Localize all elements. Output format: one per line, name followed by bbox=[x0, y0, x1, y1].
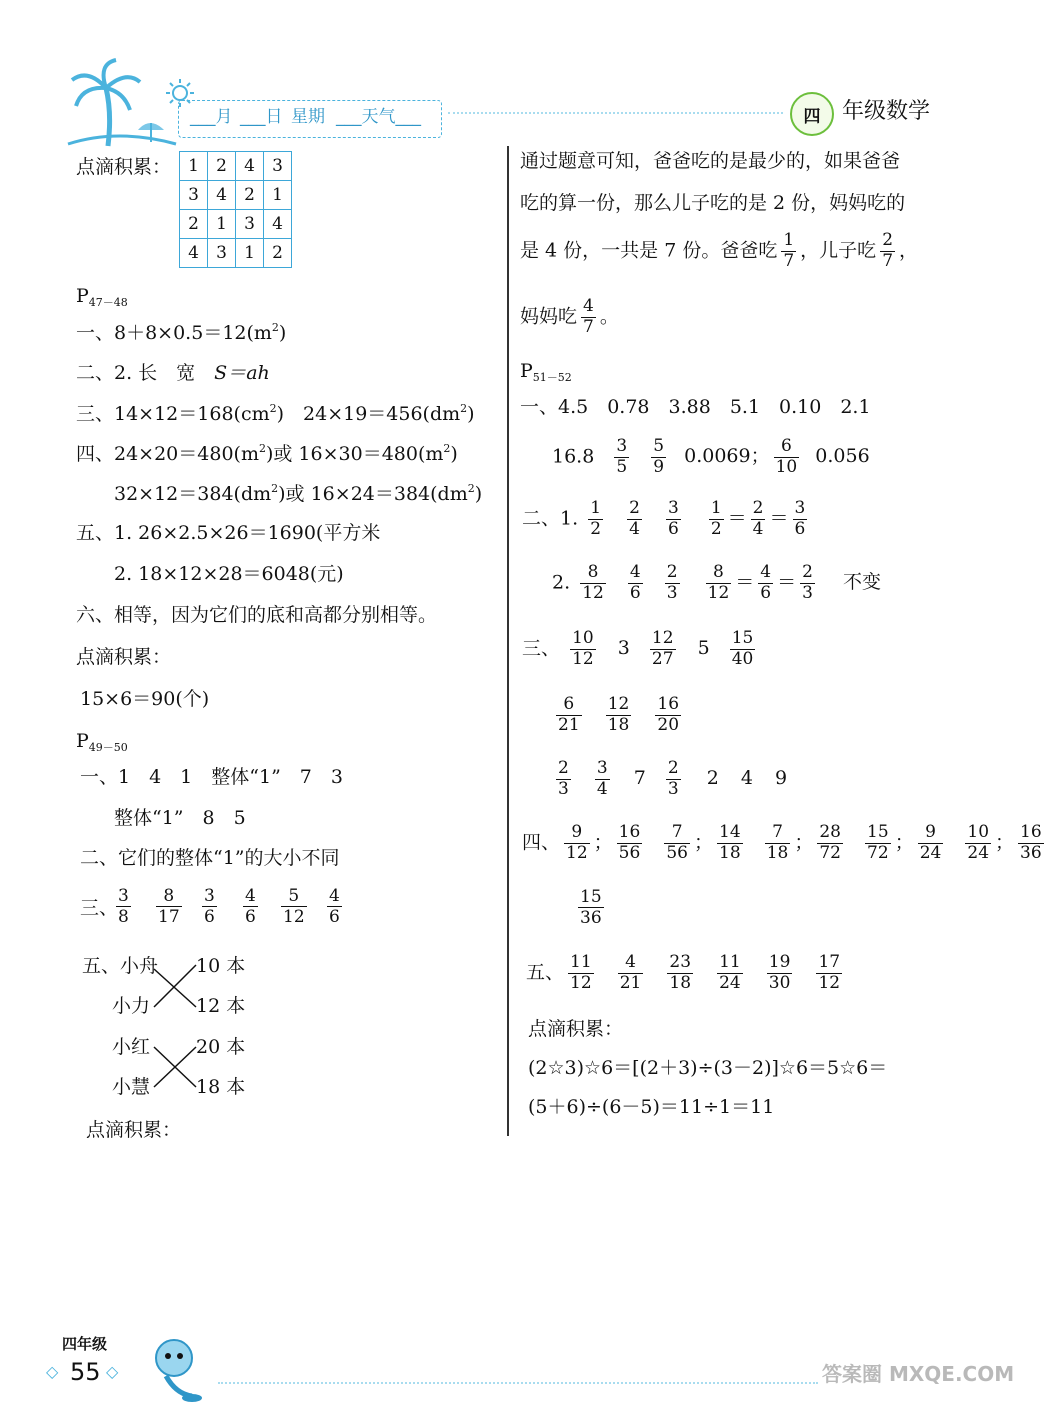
right-line-16: (5＋6)÷(6－5)＝11÷1＝11 bbox=[528, 1096, 775, 1118]
fraction: 5 12 bbox=[283, 886, 305, 928]
match-name-1: 五、小舟 bbox=[82, 955, 159, 977]
footer-dotted-line bbox=[218, 1382, 818, 1384]
fraction: $\frac{16}{20}$ bbox=[657, 694, 680, 735]
answer-line-1: 一、$8+8\times 0.5=12(m^2)$ bbox=[76, 321, 287, 344]
fraction: 3 6 bbox=[204, 886, 215, 928]
fraction: $\frac{12}{18}$ bbox=[607, 694, 630, 735]
match-value-3: 20 本 bbox=[196, 1036, 246, 1058]
fraction: $\frac{7}{18}$ bbox=[766, 822, 789, 863]
fraction: $\frac{14}{18}$ bbox=[719, 822, 741, 863]
match-lines bbox=[150, 955, 200, 1085]
diamond-icon: ◇ bbox=[46, 1362, 59, 1381]
date-month-label: ___月 bbox=[190, 107, 233, 127]
page-ref-49-50: $P_{49-50}$ bbox=[76, 730, 128, 754]
page-number: 55 bbox=[70, 1358, 101, 1386]
answer-line-9: 15×6＝90(个) bbox=[80, 688, 210, 710]
answer-line-2: 二、2. 长 宽 S＝ah bbox=[76, 362, 270, 384]
grade-badge-text: 四 bbox=[803, 106, 821, 127]
fraction: $\frac{7}{56}$ bbox=[666, 822, 688, 863]
answer-line-4: 四、$24\times 20=480(m^2)$或 $16\times 30=480(m^2)$ bbox=[76, 442, 458, 465]
answer-line-12: 二、它们的整体“1”的大小不同 bbox=[80, 847, 340, 869]
fraction: $\frac{5}{9}$ bbox=[653, 436, 665, 477]
match-value-1: 10 本 bbox=[196, 955, 246, 977]
date-weather-label: ___天气___ bbox=[336, 107, 421, 127]
cartoon-character-icon bbox=[148, 1336, 208, 1404]
fraction: $\frac{2}{3}$ bbox=[558, 758, 569, 799]
fraction: $\frac{3}{6}$ bbox=[667, 498, 679, 539]
fraction: $\frac{6}{21}$ bbox=[558, 694, 580, 735]
accumulation-label-3: 点滴积累： bbox=[86, 1119, 182, 1141]
answer-line-13-prefix: 三、 bbox=[80, 897, 119, 919]
answer-line-5: $32\times 12=384(dm^2)$或 $16\times 24=384(dm^2)$ bbox=[114, 482, 483, 505]
right-line-4: 妈妈吃 $\frac{4}{7}$ 。 bbox=[520, 296, 619, 337]
answer-line-8: 六、相等，因为它们的底和高都分别相等。 bbox=[76, 604, 438, 626]
right-line-6: 16.8 $\frac{3}{5}$ $\frac{5}{9}$ 0.0069； $\frac{6}{10}$ 0.056 bbox=[552, 436, 870, 477]
accumulation-label-1: 点滴积累： bbox=[76, 156, 172, 178]
fraction: $\frac{11}{24}$ bbox=[719, 952, 741, 993]
fraction: $\frac{10}{12}$ bbox=[572, 628, 594, 669]
fraction: 3 8 bbox=[118, 886, 129, 928]
fraction: $\frac{2}{3}$ bbox=[667, 758, 679, 799]
right-line-2: 吃的算一份，那么儿子吃的是 2 份，妈妈吃的 bbox=[520, 192, 906, 214]
fraction: $\frac{9}{12}$ bbox=[566, 822, 588, 863]
match-value-4: 18 本 bbox=[196, 1076, 246, 1098]
right-line-8: 2. $\frac{8}{12}$ $\frac{4}{6}$ $\frac{2}{3}$ $\frac{8}{12}$ ＝ $\frac{4}{6}$ ＝ $\frac{2}{3}$ 不变 bbox=[552, 562, 882, 603]
number-grid: 1 2 4 3 3 4 2 1 2 1 3 4 4 3 1 2 bbox=[179, 151, 292, 268]
fraction: $\frac{2}{7}$ bbox=[882, 230, 894, 271]
date-weekday-label: 星期 bbox=[291, 107, 325, 127]
grade-badge bbox=[790, 92, 834, 136]
fraction: $\frac{3}{5}$ bbox=[616, 436, 628, 477]
right-line-7: 二、1. $\frac{1}{2}$ $\frac{2}{4}$ $\frac{3}{6}$ $\frac{1}{2}$ ＝ $\frac{2}{4}$ ＝ $\frac{3}{6}$ bbox=[522, 498, 806, 539]
subject-title: 年级数学 bbox=[842, 99, 931, 124]
fraction: $\frac{1}{7}$ bbox=[783, 230, 795, 271]
fraction: $\frac{2}{3}$ bbox=[802, 562, 813, 603]
fraction: $\frac{11}{12}$ bbox=[570, 952, 592, 993]
right-line-1: 通过题意可知，爸爸吃的是最少的，如果爸爸 bbox=[520, 150, 901, 172]
fraction: $\frac{16}{56}$ bbox=[618, 822, 641, 863]
fraction: 8 17 bbox=[158, 886, 180, 928]
fraction: $\frac{8}{12}$ bbox=[582, 562, 604, 603]
fraction: $\frac{15}{72}$ bbox=[867, 822, 889, 863]
match-value-2: 12 本 bbox=[196, 995, 246, 1017]
right-line-12: 四、 $\frac{9}{12}$ ； $\frac{16}{56}$ $\frac{7}{56}$ ； $\frac{14}{18}$ $\frac{7}{18}$ ； $\frac{28}{72}$ $\frac{15}{72}$ ； $\frac{9}{24}$ $\frac{10}{24}$ ； $\frac{16}{36}$ bbox=[522, 822, 1042, 863]
column-divider bbox=[507, 146, 509, 1136]
fraction: $\frac{10}{24}$ bbox=[967, 822, 990, 863]
fraction: $\frac{6}{10}$ bbox=[775, 436, 798, 477]
diamond-icon: ◇ bbox=[106, 1362, 119, 1381]
accumulation-label-2: 点滴积累： bbox=[76, 646, 172, 668]
footer-grade-label: 四年级 bbox=[62, 1335, 108, 1353]
answer-line-11: 整体“1” 8 5 bbox=[114, 807, 246, 829]
right-line-14: 五、 $\frac{11}{12}$ $\frac{4}{21}$ $\frac{23}{18}$ $\frac{11}{24}$ $\frac{19}{30}$ $\frac{17}{12}$ bbox=[526, 952, 841, 993]
match-name-3: 小红 bbox=[112, 1036, 151, 1058]
fraction: $\frac{4}{21}$ bbox=[619, 952, 642, 993]
watermark: 答案圈 MXQE.COM bbox=[822, 1362, 1015, 1386]
right-line-11: $\frac{2}{3}$ $\frac{3}{4}$ 7 $\frac{2}{3}$ 2 4 9 bbox=[558, 758, 788, 799]
fraction: 4 6 bbox=[329, 886, 340, 928]
right-accumulation-label: 点滴积累： bbox=[528, 1018, 624, 1040]
fraction: $\frac{4}{6}$ bbox=[760, 562, 772, 603]
fraction: $\frac{19}{30}$ bbox=[768, 952, 791, 993]
fraction: $\frac{9}{24}$ bbox=[919, 822, 942, 863]
answer-line-3: 三、$14\times 12=168(cm^2)$ $24\times 19=456(dm^2)$ bbox=[76, 402, 475, 425]
fraction: 15 36 bbox=[580, 887, 602, 929]
fraction: $\frac{23}{18}$ bbox=[669, 952, 692, 993]
fraction: $\frac{16}{36}$ bbox=[1020, 822, 1042, 863]
fraction: $\frac{8}{12}$ bbox=[707, 562, 730, 603]
answer-line-10: 一、1 4 1 整体“1” 7 3 bbox=[80, 766, 343, 788]
right-line-3: 是 4 份，一共是 7 份。爸爸吃 $\frac{1}{7}$ ，儿子吃 $\frac{2}{7}$ ， bbox=[520, 230, 919, 271]
fraction: $\frac{4}{7}$ bbox=[583, 296, 594, 337]
right-line-15: (2☆3)☆6＝[(2＋3)÷(3－2)]☆6＝5☆6＝ bbox=[528, 1057, 888, 1079]
fraction: $\frac{1}{2}$ bbox=[710, 498, 722, 539]
fraction: $\frac{2}{4}$ bbox=[629, 498, 640, 539]
match-name-2: 小力 bbox=[112, 995, 151, 1017]
answer-line-7: 2. 18×12×28＝6048(元) bbox=[114, 563, 344, 585]
fraction: 4 6 bbox=[245, 886, 256, 928]
right-line-10 bbox=[552, 696, 685, 735]
right-line-5: 一、4.5 0.78 3.88 5.1 0.10 2.1 bbox=[520, 396, 871, 418]
fraction: $\frac{4}{6}$ bbox=[629, 562, 641, 603]
fraction: $\frac{2}{3}$ bbox=[666, 562, 678, 603]
fraction: $\frac{3}{4}$ bbox=[596, 758, 608, 799]
right-line-9: 三、 $\frac{10}{12}$ 3 $\frac{12}{27}$ 5 $\frac{15}{40}$ bbox=[522, 628, 754, 669]
match-name-4: 小慧 bbox=[112, 1076, 151, 1098]
fraction: $\frac{28}{72}$ bbox=[819, 822, 841, 863]
date-day-label: ___日 bbox=[240, 107, 283, 127]
fraction: $\frac{3}{6}$ bbox=[794, 498, 806, 539]
fraction: $\frac{12}{27}$ bbox=[651, 628, 674, 669]
fraction: $\frac{15}{40}$ bbox=[731, 628, 754, 669]
fraction: $\frac{1}{2}$ bbox=[590, 498, 602, 539]
palm-tree-decoration bbox=[68, 58, 178, 148]
page-ref-51-52: $P_{51-52}$ bbox=[520, 360, 572, 384]
fraction: $\frac{2}{4}$ bbox=[752, 498, 764, 539]
fraction: $\frac{17}{12}$ bbox=[818, 952, 841, 993]
answer-line-6: 五、1. 26×2.5×26＝1690(平方米 bbox=[76, 522, 381, 544]
header-dotted-line bbox=[448, 112, 783, 114]
page-ref-47-48: $P_{47-48}$ bbox=[76, 285, 128, 309]
